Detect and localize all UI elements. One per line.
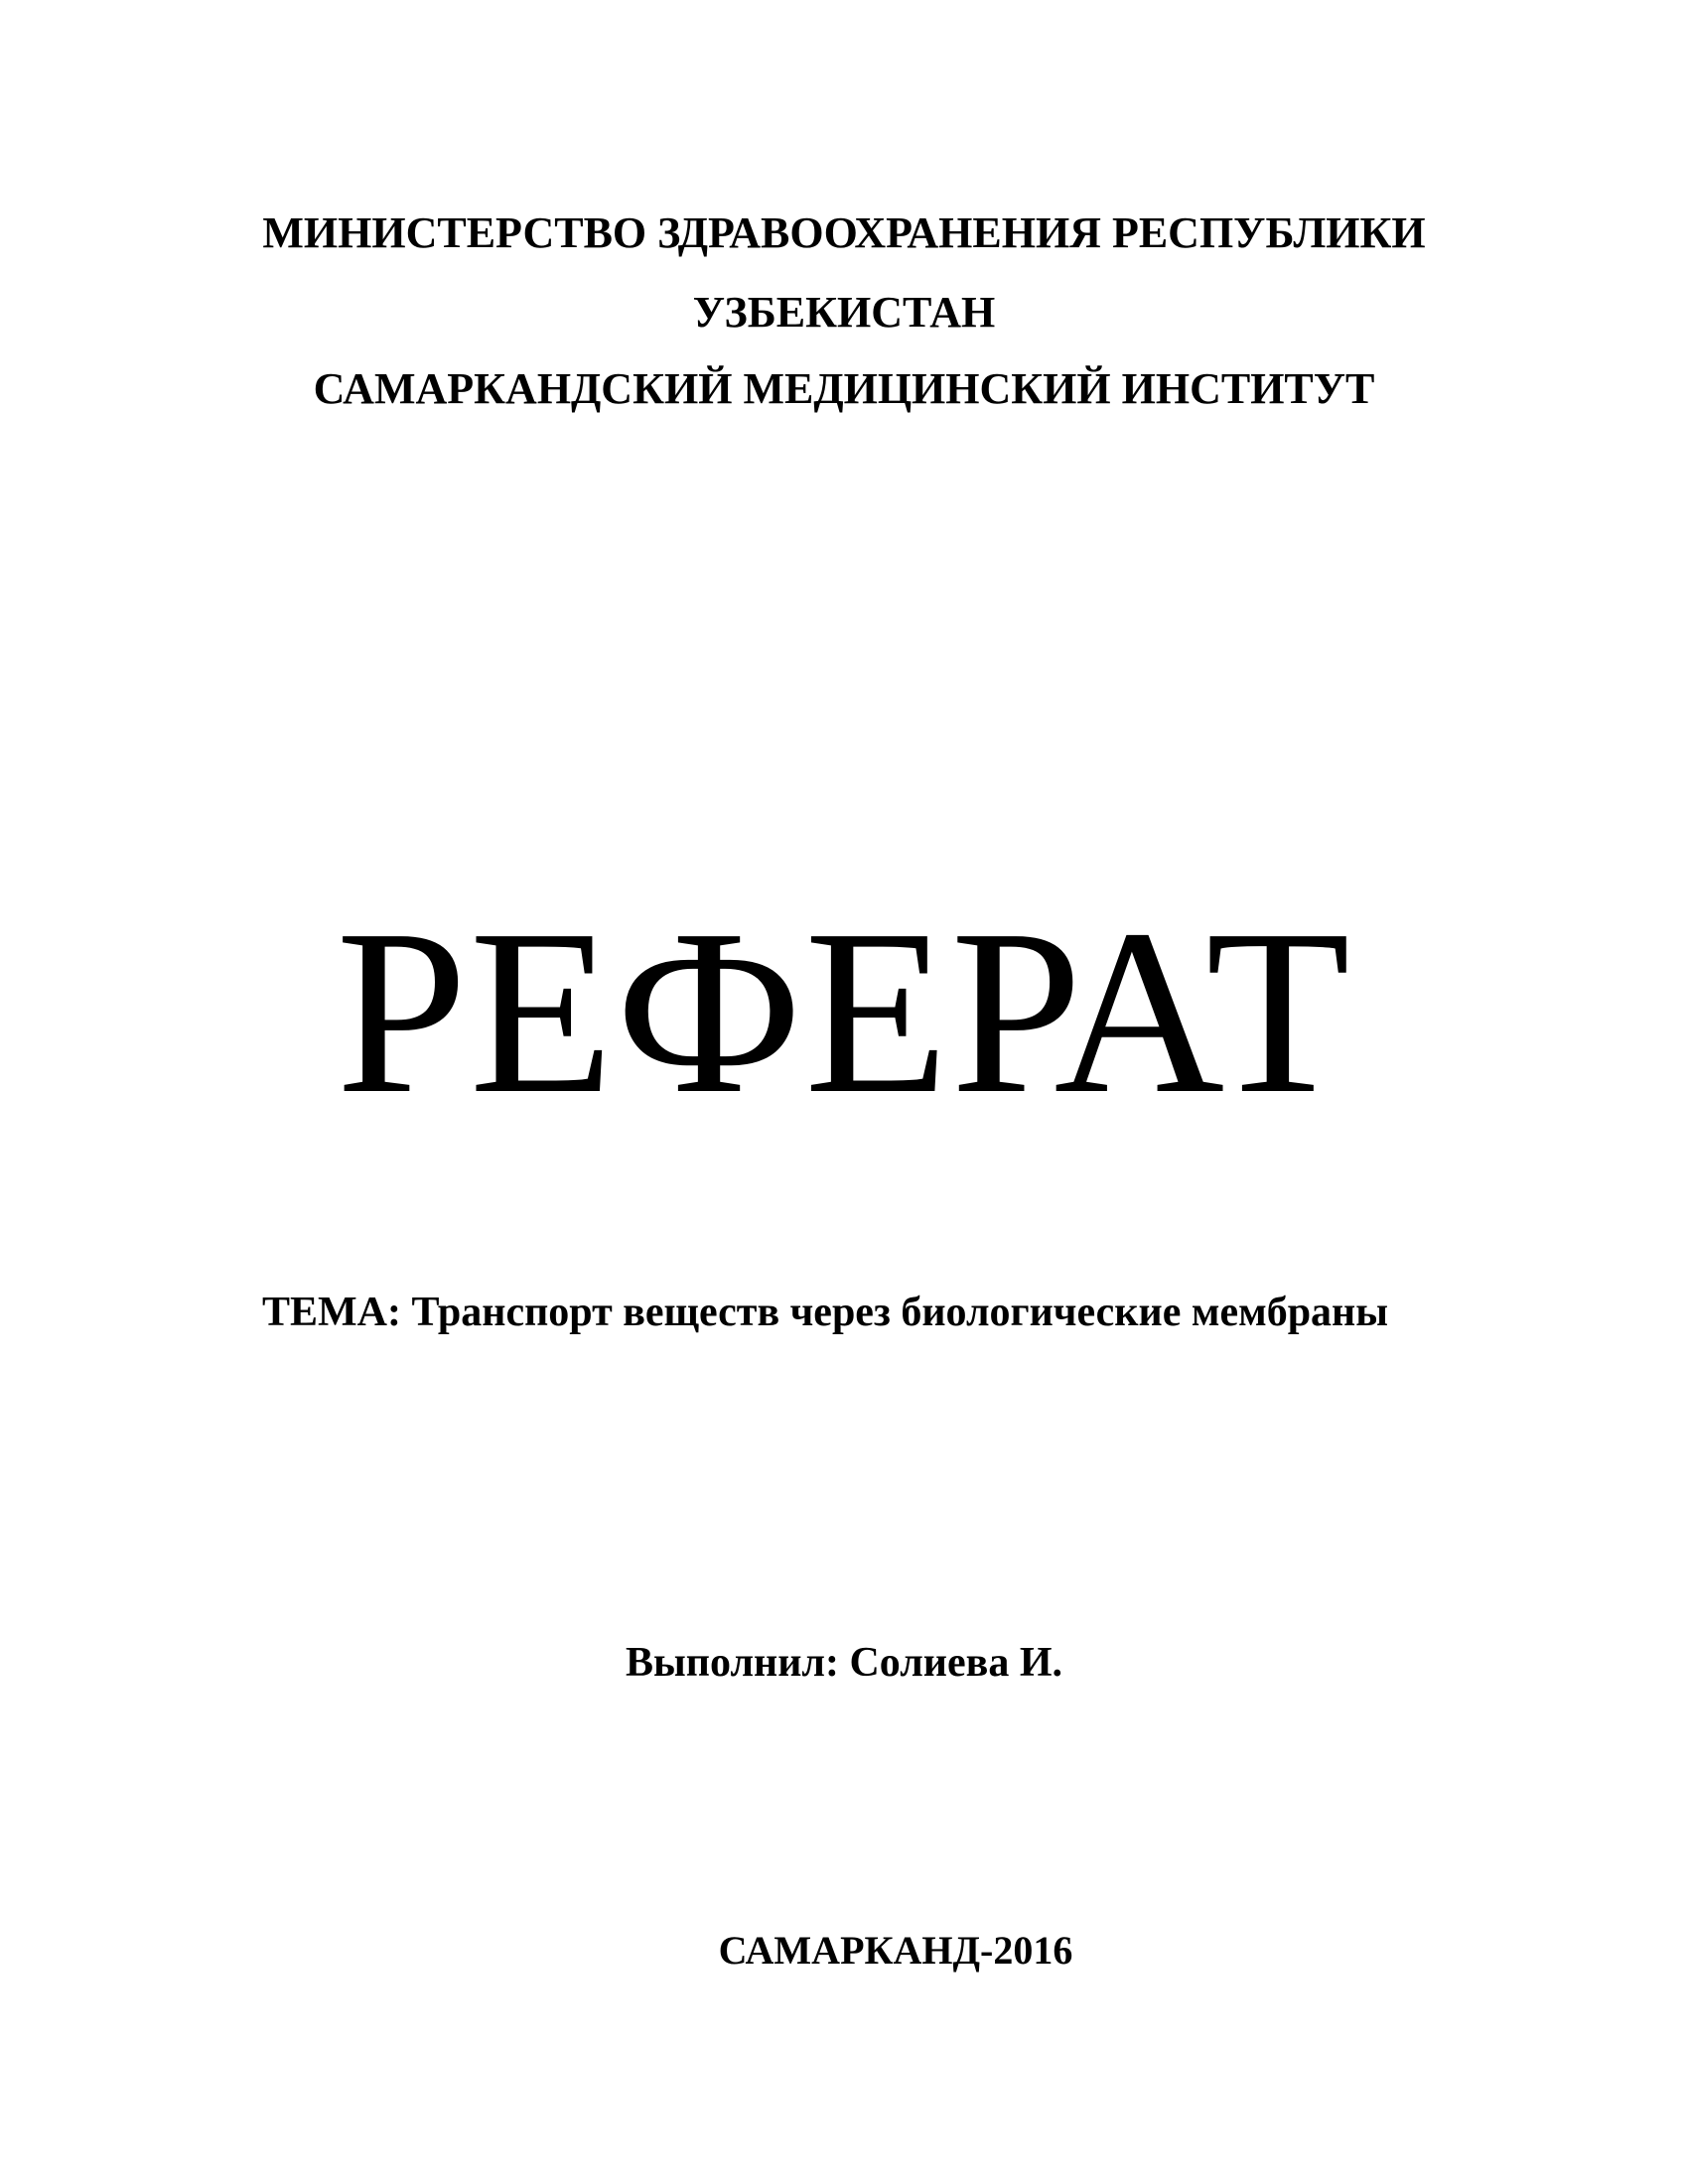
topic-line: ТЕМА: Транспорт веществ через биологические мембраны [262,1290,1389,1335]
institute-heading: САМАРКАНДСКИЙ МЕДИЦИНСКИЙ ИНСТИТУТ [313,364,1375,413]
country-heading: УЗБЕКИСТАН [692,288,996,337]
city-year-footer [0,1921,1688,1980]
document-title: РЕФЕРАТ [336,882,1352,1143]
author-line: Выполнил: Солиева И. [626,1640,1062,1686]
ministry-heading: МИНИСТЕРСТВО ЗДРАВООХРАНЕНИЯ РЕСПУБЛИКИ [262,208,1426,257]
city-year-text: САМАРКАНД-2016 [718,1928,1073,1973]
